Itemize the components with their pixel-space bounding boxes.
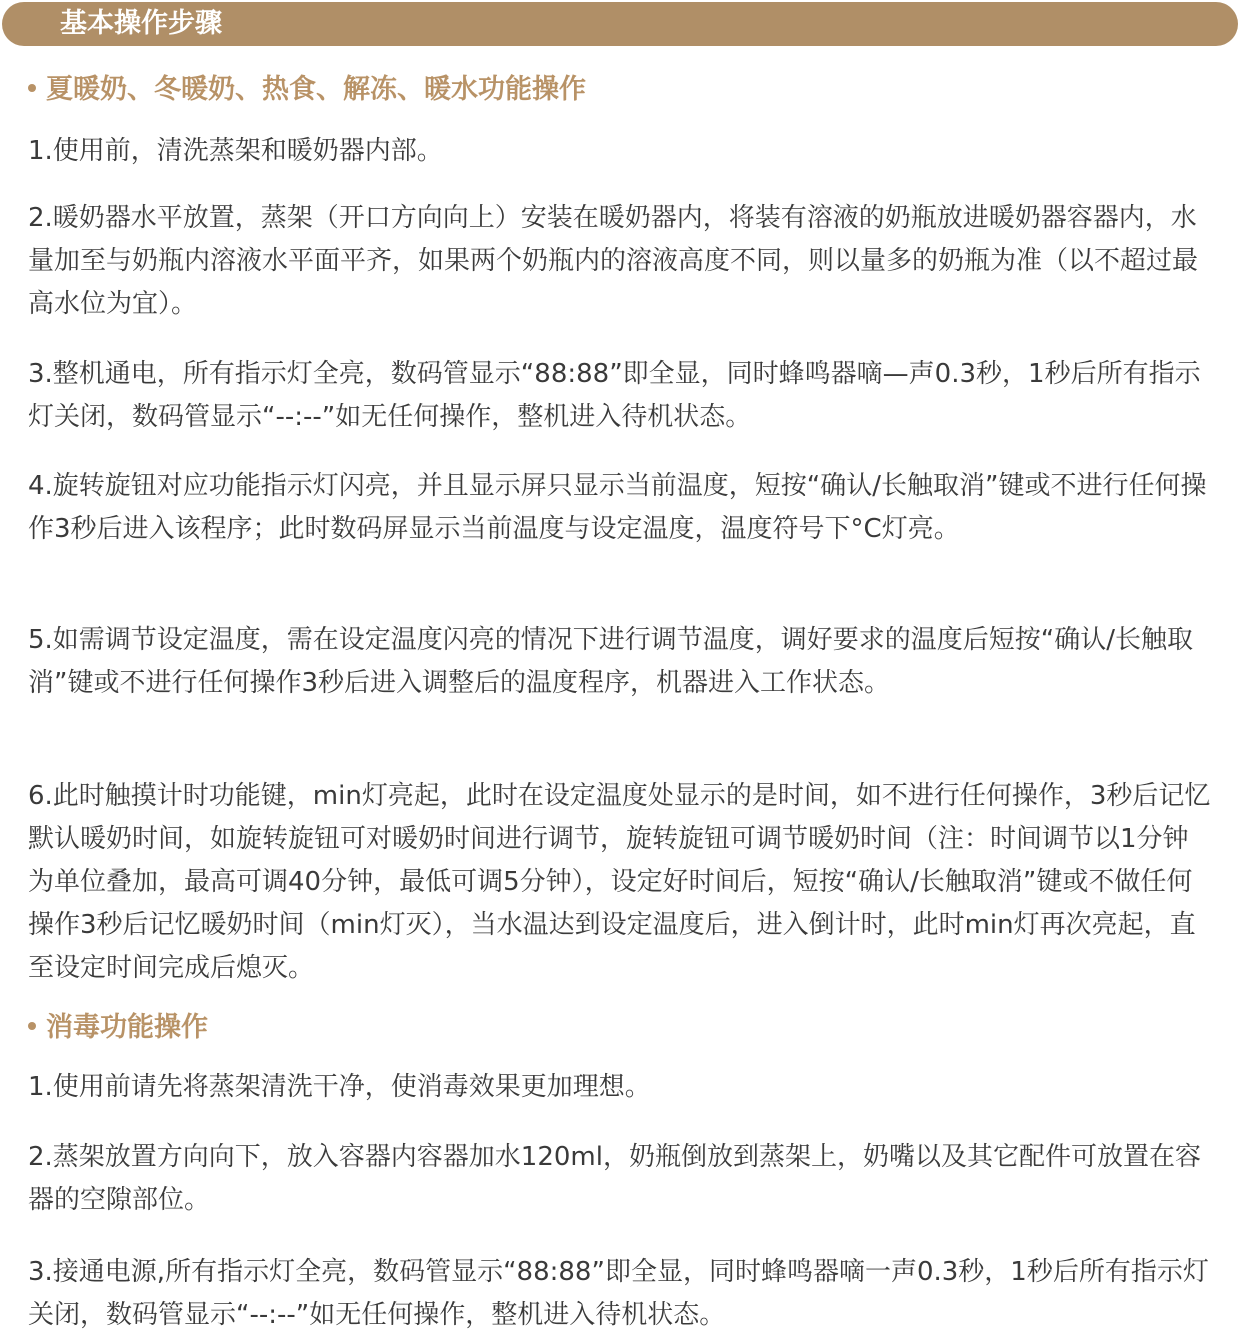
section-title-warming: [28, 70, 586, 110]
warming-step-5: 5.如需调节设定温度，需在设定温度闪亮的情况下进行调节温度，调好要求的温度后短按“确认/长触取消”键或不进行任何操作3秒后进入调整后的温度程序，机器进入工作状态。: [28, 625, 1194, 698]
warming-step-2: 2.暖奶器水平放置，蒸架（开口方向向上）安装在暖奶器内，将装有溶液的奶瓶放进暖奶器容器内，水量加至与奶瓶内溶液水平面平齐，如果两个奶瓶内的溶液高度不同，则以量多的奶瓶为准（以不超过最高水位为宜）。: [28, 203, 1199, 319]
header-bar: [2, 2, 1238, 46]
sterilize-step-2: 2.蒸架放置方向向下，放入容器内容器加水120ml，奶瓶倒放到蒸架上，奶嘴以及其它配件可放置在容器的空隙部位。: [28, 1142, 1201, 1215]
warming-step-6: 6.此时触摸计时功能键，min灯亮起，此时在设定温度处显示的是时间，如不进行任何操作，3秒后记忆默认暖奶时间，如旋转旋钮可对暖奶时间进行调节，旋转旋钮可调节暖奶时间（注：时间调节以1分钟为单位叠加，最高可调40分钟，最低可调5分钟），设定好时间后，短按“确认/长触取消”键或不做任何操作3秒后记忆暖奶时间（min灯灭），当水温达到设定温度后，进入倒计时，此时min灯再次亮起，直至设定时间完成后熄灭。: [28, 781, 1211, 983]
section-title-sterilize: [28, 1008, 208, 1048]
sterilize-step-1: 1.使用前请先将蒸架清洗干净，使消毒效果更加理想。: [28, 1072, 651, 1102]
warming-step-1: 1.使用前，清洗蒸架和暖奶器内部。: [28, 136, 443, 166]
warming-step-3: 3.整机通电，所有指示灯全亮，数码管显示“88:88”即全显，同时蜂鸣器嘀—声0.3秒，1秒后所有指示灯关闭，数码管显示“--:--”如无任何操作，整机进入待机状态。: [28, 359, 1201, 432]
section-title-text: 夏暖奶、冬暖奶、热食、解冻、暖水功能操作: [46, 74, 586, 105]
bullet-icon: [28, 1022, 36, 1030]
page-title: 基本操作步骤: [60, 8, 222, 39]
bullet-icon: [28, 84, 36, 92]
warming-step-4: 4.旋转旋钮对应功能指示灯闪亮，并且显示屏只显示当前温度，短按“确认/长触取消”键或不进行任何操作3秒后进入该程序；此时数码屏显示当前温度与设定温度，温度符号下°C灯亮。: [28, 471, 1207, 544]
section-title-text: 消毒功能操作: [46, 1012, 208, 1043]
sterilize-step-3: 3.接通电源,所有指示灯全亮，数码管显示“88:88”即全显，同时蜂鸣器嘀一声0.3秒，1秒后所有指示灯关闭，数码管显示“--:--”如无任何操作，整机进入待机状态。: [28, 1257, 1209, 1330]
